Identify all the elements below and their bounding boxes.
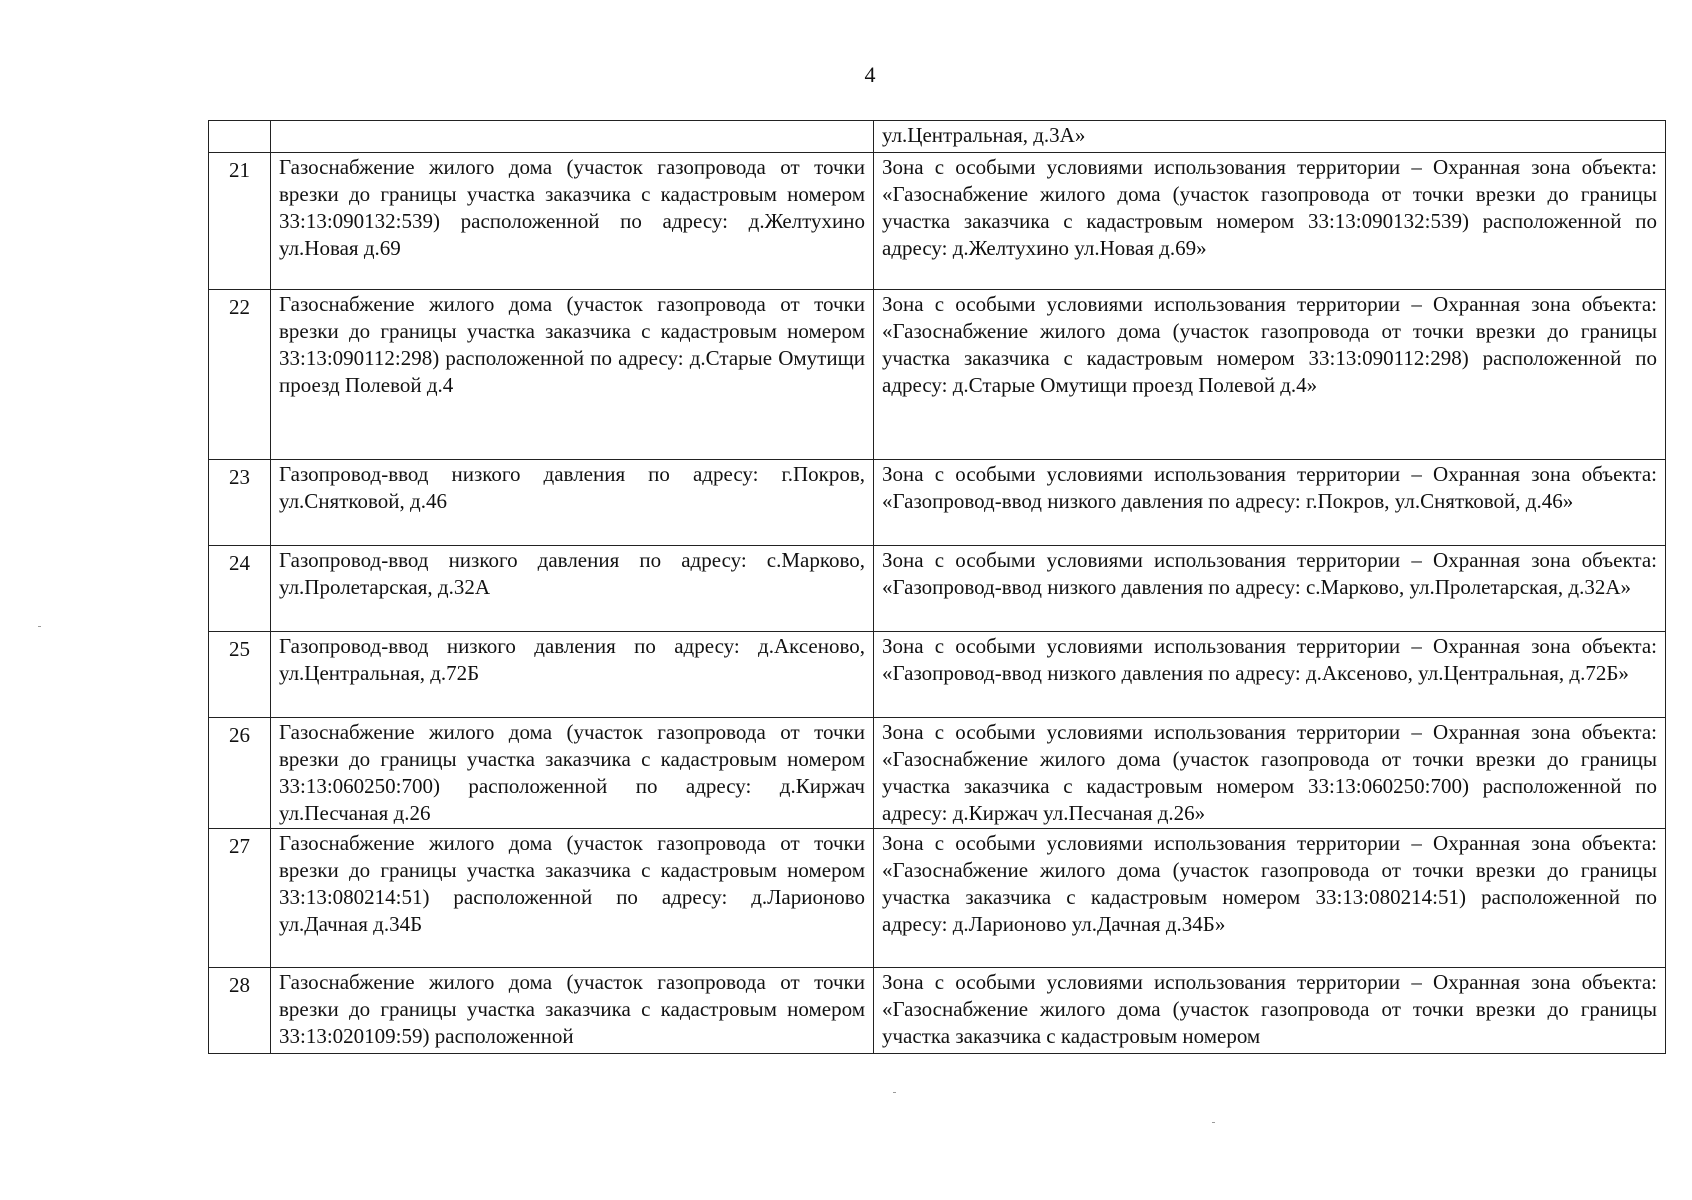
table-row (209, 968, 1666, 1054)
object-cell: Газоснабжение жилого дома (участок газопровода от точки врезки до границы участка заказчика с кадастровым номером 33:13:020109:59) расположенной (271, 968, 874, 1054)
table-row (209, 718, 1666, 829)
zone-cell: ул.Центральная, д.3А» (874, 121, 1666, 153)
table-row (209, 632, 1666, 718)
object-cell: Газоснабжение жилого дома (участок газопровода от точки врезки до границы участка заказчика с кадастровым номером 33:13:080214:51) расположенной по адресу: д.Ларионово ул.Дачная д.34Б (271, 829, 874, 968)
row-number-cell: 24 (209, 546, 271, 632)
row-number-cell: 23 (209, 460, 271, 546)
table-row (209, 546, 1666, 632)
object-cell: Газоснабжение жилого дома (участок газопровода от точки врезки до границы участка заказчика с кадастровым номером 33:13:090112:298) расположенной по адресу: д.Старые Омутищи проезд Полевой д.4 (271, 290, 874, 460)
zone-cell: Зона с особыми условиями использования территории – Охранная зона объекта: «Газоснабжение жилого дома (участок газопровода от точки врезки до границы участка заказчика с кадастровым номером 33:13:080214:51) расположенной по адресу: д.Ларионово ул.Дачная д.34Б» (874, 829, 1666, 968)
row-number-cell: 22 (209, 290, 271, 460)
zone-cell: Зона с особыми условиями использования территории – Охранная зона объекта: «Газоснабжение жилого дома (участок газопровода от точки врезки до границы участка заказчика с кадастровым номером 33:13:060250:700) расположенной по адресу: д.Киржач ул.Песчаная д.26» (874, 718, 1666, 829)
row-number-cell: 26 (209, 718, 271, 829)
row-number-cell: 25 (209, 632, 271, 718)
zone-cell: Зона с особыми условиями использования территории – Охранная зона объекта: «Газопровод-ввод низкого давления по адресу: д.Аксеново, ул.Центральная, д.72Б» (874, 632, 1666, 718)
object-cell: Газоснабжение жилого дома (участок газопровода от точки врезки до границы участка заказчика с кадастровым номером 33:13:090132:539) расположенной по адресу: д.Желтухино ул.Новая д.69 (271, 153, 874, 290)
object-cell: Газоснабжение жилого дома (участок газопровода от точки врезки до границы участка заказчика с кадастровым номером 33:13:060250:700) расположенной по адресу: д.Киржач ул.Песчаная д.26 (271, 718, 874, 829)
scan-speck (893, 1092, 896, 1093)
scan-speck (1212, 1122, 1215, 1123)
row-number-cell: 27 (209, 829, 271, 968)
gas-objects-table (208, 120, 1666, 1054)
table-row (209, 829, 1666, 968)
object-cell: Газопровод-ввод низкого давления по адресу: с.Марково, ул.Пролетарская, д.32А (271, 546, 874, 632)
zone-cell: Зона с особыми условиями использования территории – Охранная зона объекта: «Газоснабжение жилого дома (участок газопровода от точки врезки до границы участка заказчика с кадастровым номером 33:13:090112:298) расположенной по адресу: д.Старые Омутищи проезд Полевой д.4» (874, 290, 1666, 460)
object-cell (271, 121, 874, 153)
object-cell: Газопровод-ввод низкого давления по адресу: д.Аксеново, ул.Центральная, д.72Б (271, 632, 874, 718)
zone-cell: Зона с особыми условиями использования территории – Охранная зона объекта: «Газоснабжение жилого дома (участок газопровода от точки врезки до границы участка заказчика с кадастровым номером (874, 968, 1666, 1054)
page-number: 4 (864, 62, 876, 87)
table-row (209, 290, 1666, 460)
row-number-cell: 21 (209, 153, 271, 290)
zone-cell: Зона с особыми условиями использования территории – Охранная зона объекта: «Газопровод-ввод низкого давления по адресу: г.Покров, ул.Снятковой, д.46» (874, 460, 1666, 546)
scan-speck (38, 626, 41, 627)
row-number-cell: 28 (209, 968, 271, 1054)
table-row (209, 460, 1666, 546)
table-row (209, 121, 1666, 153)
zone-cell: Зона с особыми условиями использования территории – Охранная зона объекта: «Газоснабжение жилого дома (участок газопровода от точки врезки до границы участка заказчика с кадастровым номером 33:13:090132:539) расположенной по адресу: д.Желтухино ул.Новая д.69» (874, 153, 1666, 290)
zone-cell: Зона с особыми условиями использования территории – Охранная зона объекта: «Газопровод-ввод низкого давления по адресу: с.Марково, ул.Пролетарская, д.32А» (874, 546, 1666, 632)
row-number-cell (209, 121, 271, 153)
object-cell: Газопровод-ввод низкого давления по адресу: г.Покров, ул.Снятковой, д.46 (271, 460, 874, 546)
table-row (209, 153, 1666, 290)
